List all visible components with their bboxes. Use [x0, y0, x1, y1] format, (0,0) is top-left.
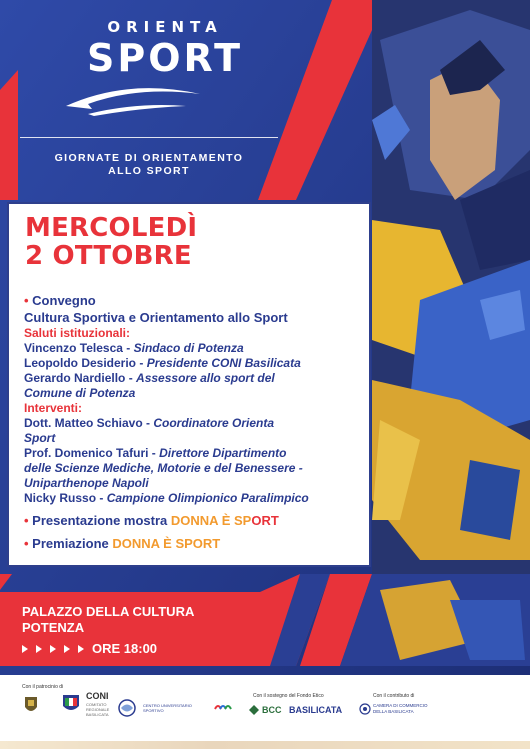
logo-line-sport: SPORT [87, 36, 243, 80]
coni-subtitle: COMITATO REGIONALE BASILICATA [86, 702, 110, 717]
camera-commercio-label [373, 703, 428, 715]
logo-line-orienta: ORIENTA [107, 18, 223, 36]
speaker-name: Prof. Domenico Tafuri [24, 446, 149, 460]
brand-o-icon: O [251, 513, 262, 528]
intervento-row-continued: Uniparthenope Napoli [24, 476, 149, 490]
camera-commercio-logo-icon [359, 703, 371, 715]
brand-text-b: RT [261, 513, 279, 528]
event-time-text: ORE 18:00 [92, 641, 158, 656]
bottom-strip [0, 741, 530, 749]
program-text [24, 292, 370, 552]
intervento-row-continued: Sport [24, 431, 56, 445]
bullet-icon: • [24, 513, 33, 528]
paralympic-agitos-icon [213, 701, 233, 717]
convegno-text: Convegno [32, 293, 96, 308]
cus-label: CENTRO UNIVERSITARIO SPORTIVO [143, 703, 192, 713]
contributo-label: Con il contributo di [373, 693, 415, 699]
event-time [22, 641, 157, 656]
speaker-role: Coordinatore Orienta [153, 416, 275, 430]
premiazione-brand: DONNA È SPORT [112, 536, 221, 551]
saluti-row [24, 371, 370, 386]
saluti-row [24, 341, 370, 356]
speaker-role: Direttore Dipartimento [159, 446, 287, 460]
venue-name: PALAZZO DELLA CULTURA [22, 604, 195, 619]
bullet-icon: • [24, 536, 33, 551]
convegno-title: Cultura Sportiva e Orientamento allo Sport [24, 310, 288, 325]
divider-line [20, 137, 278, 138]
sponsors-footer [0, 675, 530, 749]
separator: - [136, 356, 147, 370]
event-date [25, 214, 197, 270]
saluti-row-continued: Comune di Potenza [24, 386, 136, 400]
intervento-row-continued: delle Scienze Mediche, Motorie e del Benessere - [24, 461, 303, 475]
event-day-number: 2 OTTOBRE [25, 241, 192, 271]
saluti-heading: Saluti istituzionali: [24, 326, 131, 340]
venue [22, 604, 194, 636]
speaker-role: Assessore allo sport del [136, 371, 275, 385]
venue-city: POTENZA [22, 620, 85, 635]
triangle-arrow-icon [36, 645, 42, 653]
program-card [7, 202, 371, 567]
speaker-name: Nicky Russo [24, 491, 97, 505]
bullet-icon: • [24, 293, 33, 308]
donna-e-sport-brand [171, 513, 279, 528]
premiazione-line [24, 535, 370, 552]
interventi-heading: Interventi: [24, 401, 83, 415]
intervento-row: Nicky Russo - Campione Olimpionico Paralimpico [24, 491, 309, 505]
intervento-row: Dott. Matteo Schiavo - Coordinatore Orienta [24, 416, 275, 430]
triangle-arrow-icon [50, 645, 56, 653]
triangle-arrow-icon [22, 645, 28, 653]
sostegno-label: Con il sostegno del Fondo Etico [253, 693, 324, 699]
mostra-line [24, 512, 370, 529]
coni-shield-icon [62, 694, 80, 714]
orienta-sport-logo [0, 18, 330, 78]
triangle-arrow-icon [64, 645, 70, 653]
mostra-label: Presentazione mostra [32, 513, 168, 528]
separator: - [125, 371, 137, 385]
event-day: MERCOLEDÌ [25, 213, 198, 243]
convegno-label [24, 292, 370, 309]
triangle-arrow-icon [78, 645, 84, 653]
brand-text-a: DONNA È SP [170, 513, 252, 528]
patrocinio-label: Con il patrocinio di [22, 684, 64, 690]
coni-label: CONI [86, 691, 109, 701]
potenza-crest-icon [24, 695, 38, 715]
subtitle-line-2: ALLO SPORT [108, 165, 190, 177]
speaker-role: Sindaco di Potenza [133, 341, 244, 355]
bcc-logo-icon [248, 704, 260, 716]
speaker-name: Dott. Matteo Schiavo [24, 416, 143, 430]
premiazione-label: Premiazione [32, 536, 109, 551]
event-subtitle [20, 152, 278, 178]
speaker-role: Presidente CONI Basilicata [146, 356, 301, 370]
saluti-row [24, 356, 370, 371]
speaker-name: Gerardo Nardiello [24, 371, 126, 385]
subtitle-line-1: GIORNATE DI ORIENTAMENTO [54, 152, 244, 164]
separator: - [122, 341, 134, 355]
camera-line-2: DELLA BASILICATA [373, 709, 414, 714]
bcc-label: BCC [262, 705, 282, 715]
intervento-row: Prof. Domenico Tafuri - Direttore Dipartimento [24, 446, 287, 460]
camera-line-1: CAMERA DI COMMERCIO [373, 703, 428, 708]
speaker-role: Campione Olimpionico Paralimpico [106, 491, 309, 505]
bcc-region-label: BASILICATA [289, 705, 343, 715]
cus-logo-icon [118, 699, 136, 717]
logo-swoosh-arrow-icon [58, 78, 208, 118]
speaker-name: Leopoldo Desiderio [24, 356, 137, 370]
speaker-name: Vincenzo Telesca [24, 341, 123, 355]
